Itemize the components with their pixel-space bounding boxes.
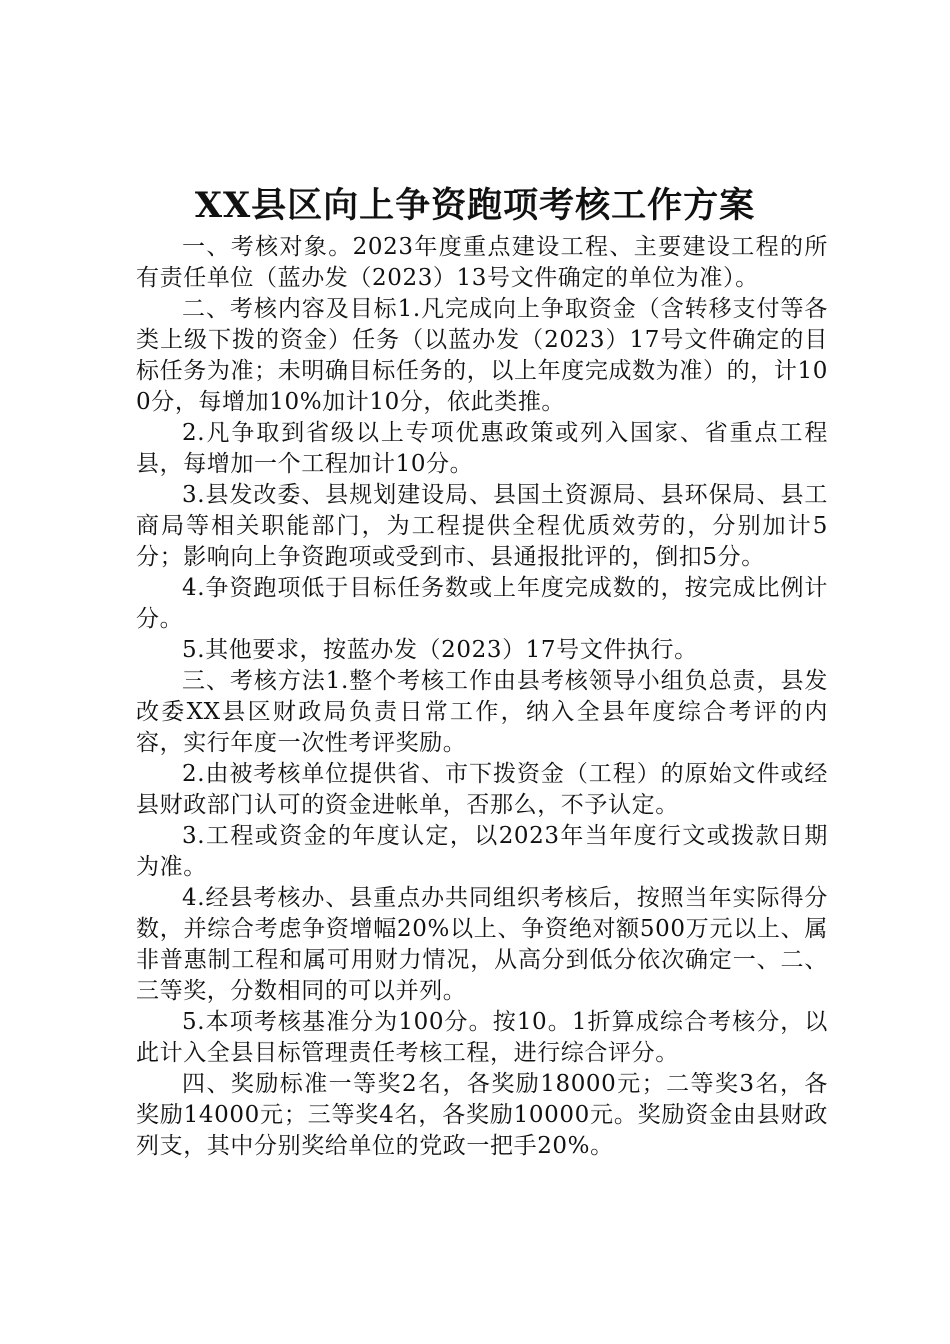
paragraph-goal-item-4: 4.争资跑项低于目标任务数或上年度完成数的，按完成比例计分。 [136, 575, 828, 632]
paragraph-method-item-4: 4.经县考核办、县重点办共同组织考核后，按照当年实际得分数，并综合考虑争资增幅20%以上、争资绝对额500万元以上、属非普惠制工程和属可用财力情况，从高分到低分依次确定一、二、三等奖，分数相同的可以并列。 [136, 885, 828, 1004]
paragraph-assessment-target: 一、考核对象。2023年度重点建设工程、主要建设工程的所有责任单位（蓝办发（2023）13号文件确定的单位为准）。 [136, 234, 828, 291]
paragraph-method-item-2: 2.由被考核单位提供省、市下拨资金（工程）的原始文件或经县财政部门认可的资金进帐单，否那么，不予认定。 [136, 761, 828, 818]
paragraph-assessment-method: 三、考核方法1.整个考核工作由县考核领导小组负总责，县发改委XX县区财政局负责日常工作，纳入全县年度综合考评的内容，实行年度一次性考评奖励。 [136, 668, 828, 756]
document-title: XX县区向上争资跑项考核工作方案 [194, 185, 756, 226]
paragraph-method-item-3: 3.工程或资金的年度认定，以2023年当年度行文或拨款日期为准。 [136, 823, 828, 880]
paragraph-goal-item-2: 2.凡争取到省级以上专项优惠政策或列入国家、省重点工程县，每增加一个工程加计10分。 [136, 420, 828, 477]
document-body [136, 232, 828, 1162]
paragraph-method-item-5: 5.本项考核基准分为100分。按10。1折算成综合考核分，以此计入全县目标管理责任考核工程，进行综合评分。 [136, 1009, 828, 1066]
paragraph-goal-item-5: 5.其他要求，按蓝办发（2023）17号文件执行。 [182, 637, 698, 663]
paragraph-reward-standard: 四、奖励标准一等奖2名，各奖励18000元；二等奖3名，各奖励14000元；三等奖4名，各奖励10000元。奖励资金由县财政列支，其中分别奖给单位的党政一把手20%。 [136, 1071, 828, 1159]
paragraph-goal-item-3: 3.县发改委、县规划建设局、县国土资源局、县环保局、县工商局等相关职能部门，为工程提供全程优质效劳的，分别加计5分；影响向上争资跑项或受到市、县通报批评的，倒扣5分。 [136, 482, 828, 570]
paragraph-content-and-goals: 二、考核内容及目标1.凡完成向上争取资金（含转移支付等各类上级下拨的资金）任务（以蓝办发（2023）17号文件确定的目标任务为准；未明确目标任务的，以上年度完成数为准）的，计100分，每增加10%加计10分，依此类推。 [136, 296, 828, 415]
